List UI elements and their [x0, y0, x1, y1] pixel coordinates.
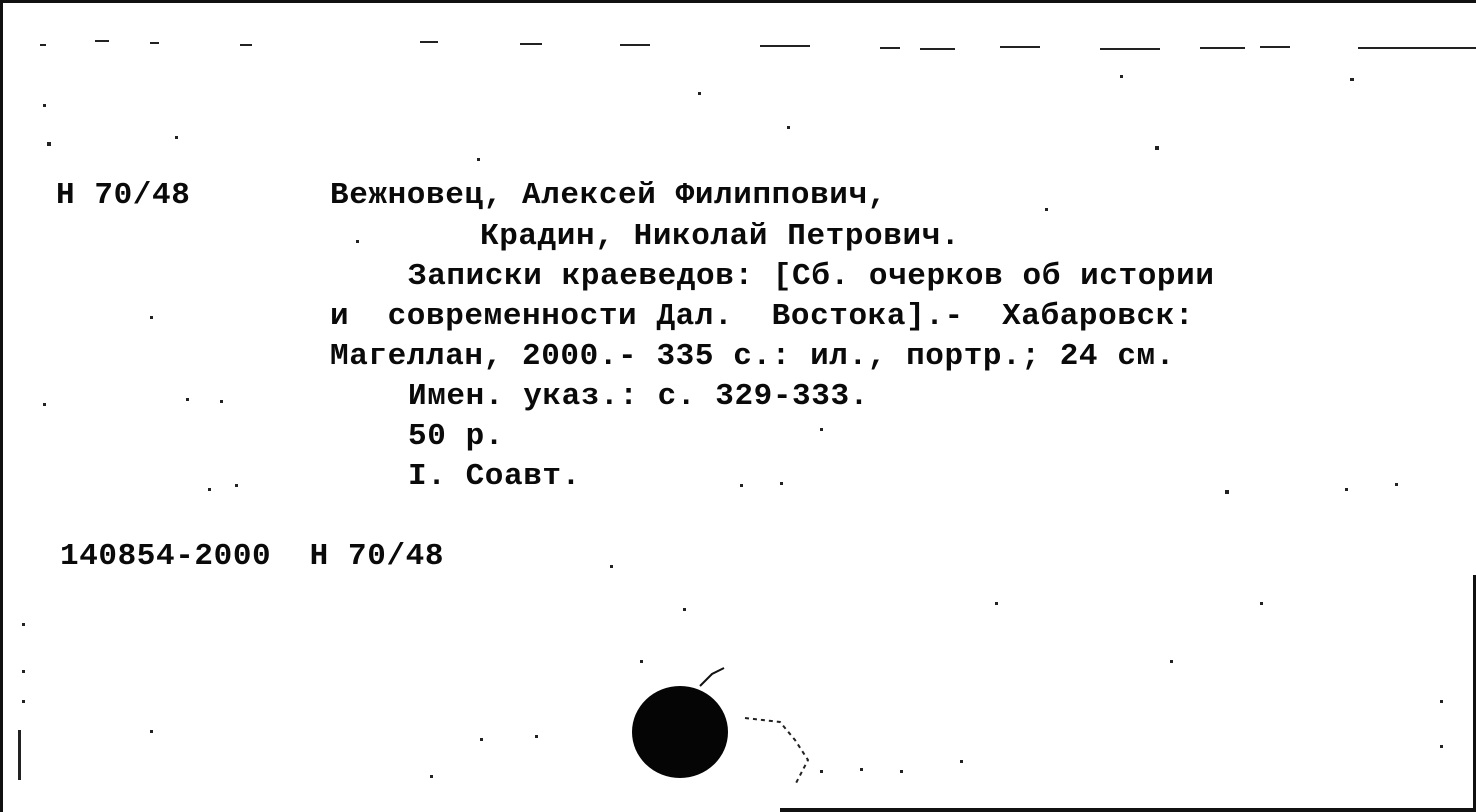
tracing-line: I. Соавт.: [408, 459, 581, 494]
price-line: 50 р.: [408, 419, 505, 454]
author-heading: Вежновец, Алексей Филиппович,: [330, 178, 887, 213]
shelfmark: Н 70/48: [56, 178, 191, 213]
title-line-1: Записки краеведов: [Сб. очерков об истории: [408, 259, 1215, 294]
title-line-2: и современности Дал. Востока].- Хабаровск:: [330, 299, 1195, 334]
imprint-line: Магеллан, 2000.- 335 с.: ил., портр.; 24 см.: [330, 339, 1175, 374]
note-line: Имен. указ.: с. 329-333.: [408, 379, 869, 414]
coauthor-line: Крадин, Николай Петрович.: [480, 219, 961, 254]
ink-blot: [632, 686, 728, 778]
accession-line: 140854-2000 Н 70/48: [60, 539, 445, 574]
